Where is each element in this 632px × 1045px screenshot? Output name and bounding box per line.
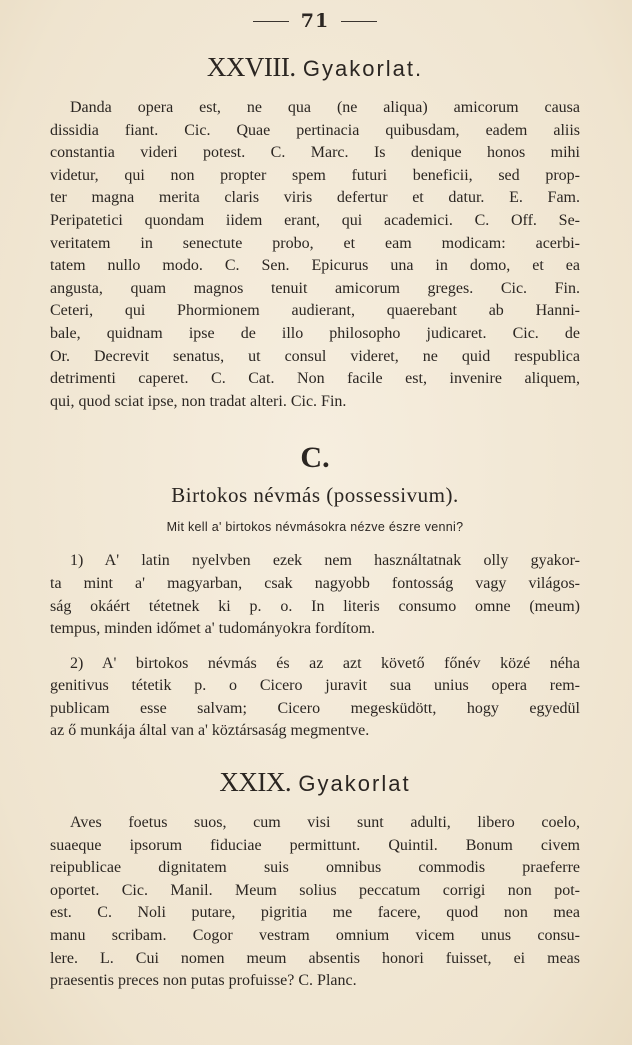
text-line: Danda opera est, ne qua (ne aliqua) amicorum causa xyxy=(70,99,580,116)
text-line: publicam esse salvam; Cicero megesküdött, hogy egyedül xyxy=(50,699,580,717)
text-line: bale, quidnam ipse de illo philosopho judicaret. Cic. de xyxy=(50,324,580,342)
page-number: 71 xyxy=(300,10,330,32)
section-29-number: XXIX. xyxy=(219,767,292,798)
text-line: tempus, minden időmet a' tudományokra fordítom. xyxy=(50,620,376,638)
text-line: ta mint a' magyarban, csak nagyobb fontosság vagy világos- xyxy=(50,574,580,592)
section-29-text xyxy=(50,812,580,993)
text-line: genitivus tétetik p. o Cicero juravit sua unius opera rem- xyxy=(50,677,580,695)
text-line: constantia videri potest. C. Marc. Is denique honos mihi xyxy=(50,144,580,162)
text-line: 2) A' birtokos névmás és az azt követő főnév közé néha xyxy=(70,654,580,672)
text-line: reipublicae dignitatem suis omnibus commodis praeferre xyxy=(50,859,580,877)
text-line: suaeque ipsorum fiduciae permittunt. Quintil. Bonum civem xyxy=(50,836,580,854)
subsection-question: Mit kell a' birtokos névmásokra nézve észre venni? xyxy=(166,520,464,535)
section-28-number: XXVIII. xyxy=(206,52,296,82)
text-line: lere. L. Cui nomen meum absentis honori fuisset, ei meas xyxy=(50,949,580,967)
section-29-heading xyxy=(50,767,580,798)
text-line: manu scribam. Cogor vestram omnium vicem unus consu- xyxy=(50,927,580,945)
point-2-text xyxy=(50,653,580,743)
text-line: praesentis preces non putas profuisse? C. Planc. xyxy=(50,972,357,990)
text-line: ság okáért tétetnek ki p. o. In literis consumo omne (meum) xyxy=(50,597,580,615)
header-rule-left xyxy=(253,21,289,22)
section-28-heading xyxy=(50,52,580,83)
text-line: Or. Decrevit senatus, ut consul videret, ne quid respublica xyxy=(50,347,580,365)
subsection-title: Birtokos névmás (possessivum). xyxy=(171,483,459,508)
text-line: dissidia fiant. Cic. Quae pertinacia quibusdam, eadem aliis xyxy=(50,121,580,139)
running-head xyxy=(50,6,580,36)
text-line: Aves foetus suos, cum visi sunt adulti, libero coelo, xyxy=(70,814,580,832)
text-line: oportet. Cic. Manil. Meum solius peccatum corrigi non pot- xyxy=(50,881,580,899)
header-rule-right xyxy=(341,21,377,22)
text-line: angusta, quam magnos tenuit amicorum greges. Cic. Fin. xyxy=(50,279,580,297)
text-line: tatem nullo modo. C. Sen. Epicurus una in domo, et ea xyxy=(50,257,580,275)
text-line: veritatem in senectute probo, et eam modicam: acerbi- xyxy=(50,234,580,252)
text-line: 1) A' latin nyelvben ezek nem használtatnak olly gyakor- xyxy=(70,552,580,570)
section-28-title: Gyakorlat. xyxy=(302,56,424,81)
text-line: videtur, qui non propter spem futuri beneficii, sed prop- xyxy=(50,166,580,184)
text-line: ter magna merita claris viris defertur et datur. E. Fam. xyxy=(50,189,580,207)
text-line: detrimenti caperet. C. Cat. Non facile est, invenire aliquem, xyxy=(50,370,580,388)
text-line: qui, quod sciat ipse, non tradat alteri. Cic. Fin. xyxy=(50,392,347,410)
text-line: est. C. Noli putare, pigritia me facere, quod non mea xyxy=(50,904,580,922)
subsection-letter: C. xyxy=(300,441,330,475)
text-line: az ő munkája által van a' köztársaság megmentve. xyxy=(50,722,370,740)
text-line: Ceteri, qui Phormionem audierant, quaerebant ab Hanni- xyxy=(50,302,580,320)
section-29-title: Gyakorlat xyxy=(298,771,411,797)
section-28-text xyxy=(50,97,580,413)
point-1-text xyxy=(50,550,580,640)
text-line: Peripatetici quondam iidem erant, qui academici. C. Off. Se- xyxy=(50,211,580,229)
